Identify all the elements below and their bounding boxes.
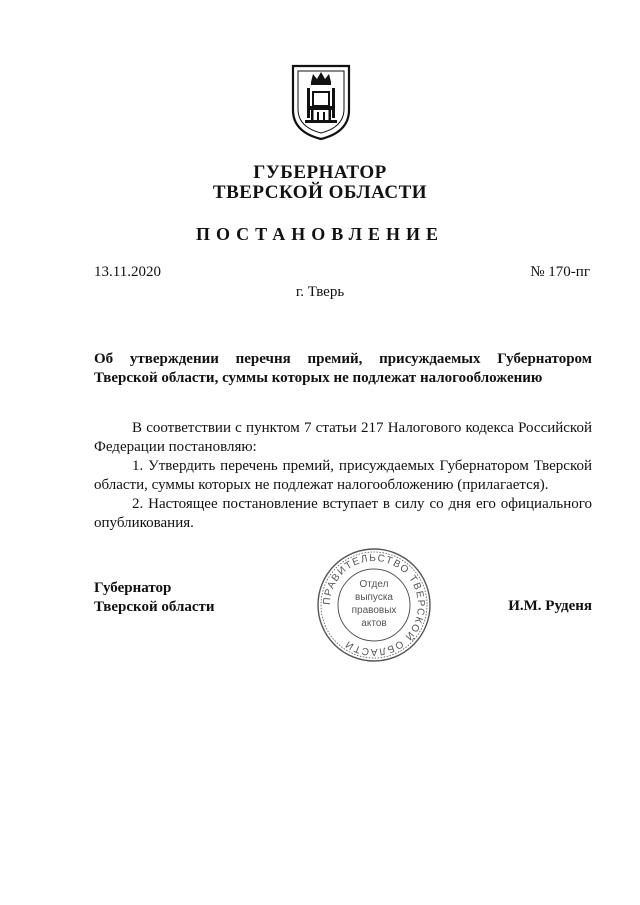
document-type-title: ПОСТАНОВЛЕНИЕ xyxy=(195,224,445,244)
coat-of-arms-emblem xyxy=(289,62,353,142)
stamp-ring-textpath: ПРАВИТЕЛЬСТВО ТВЕРСКОЙ ОБЛАСТИ xyxy=(321,552,427,658)
issuer-title-line2: ТВЕРСКОЙ ОБЛАСТИ xyxy=(212,182,428,203)
subject-line2: Тверской области, суммы которых не подлежат налогообложению xyxy=(94,370,543,386)
document-date: 13.11.2020 xyxy=(94,264,161,280)
document-city: г. Тверь xyxy=(295,284,345,300)
signatory-position xyxy=(94,579,215,617)
signatory-position-line2: Тверской области xyxy=(94,599,215,615)
stamp-inner-text: Отдел выпуска правовых актов xyxy=(351,579,397,629)
body-item-1: 1. Утвердить перечень премий, присуждаемых Губернатором Тверской области, суммы которых не подлежат налогообложению (прилагается). xyxy=(94,458,592,493)
signatory-position-line1: Губернатор xyxy=(94,580,172,596)
document-subject xyxy=(94,350,592,388)
document-body xyxy=(94,419,592,533)
body-item-2: 2. Настоящее постановление вступает в силу со дня его официального опубликования. xyxy=(94,496,592,531)
signatory-name: И.М. Руденя xyxy=(508,598,592,614)
issuer-title-line1: ГУБЕРНАТОР xyxy=(253,162,387,183)
body-intro-paragraph: В соответствии с пунктом 7 статьи 217 Налогового кодекса Российской Федерации постановляю: xyxy=(94,420,592,455)
official-stamp xyxy=(315,546,433,664)
subject-line1: Об утверждении перечня премий, присуждаемых Губернатором xyxy=(94,351,592,367)
document-number: № 170-пг xyxy=(530,264,590,280)
